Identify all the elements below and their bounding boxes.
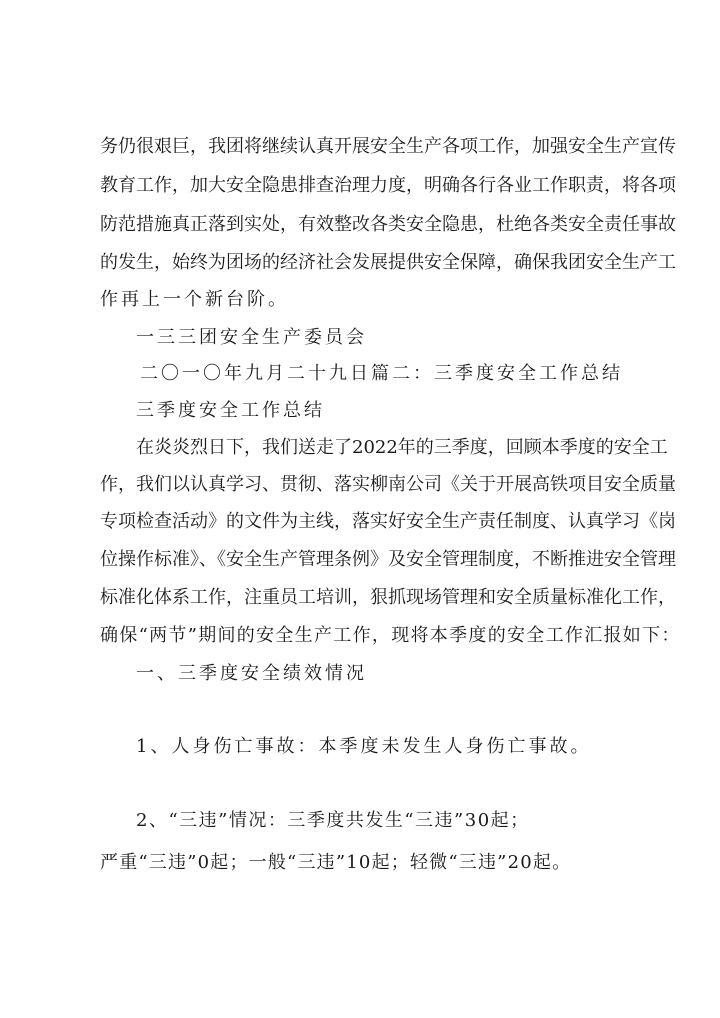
paragraph-line: 专项检查活动》的文件为主线，落实好安全生产责任制度、认真学习《岗 xyxy=(100,511,676,532)
list-item-detail: 严重“三违”0起；一般“三违”10起；轻微“三违”20起。 xyxy=(100,852,572,873)
date-and-title: 二〇一〇年九月二十九日篇二：三季度安全工作总结 xyxy=(140,363,623,384)
paragraph-line: 标准化体系工作，注重员工培训，狠抓现场管理和安全质量标准化工作， xyxy=(100,587,676,608)
paragraph-line: 在炎炎烈日下，我们送走了2022年的三季度，回顾本季度的安全工 xyxy=(136,437,668,458)
list-item: 1、人身伤亡事故：本季度未发生人身伤亡事故。 xyxy=(136,736,592,757)
paragraph-line: 教育工作，加大安全隐患排查治理力度，明确各行各业工作职责，将各项 xyxy=(100,175,676,196)
paragraph-line: 的发生，始终为团场的经济社会发展提供安全保障，确保我团安全生产工 xyxy=(100,252,676,273)
paragraph-line: 作再上一个新台阶。 xyxy=(100,289,289,310)
paragraph-line: 防范措施真正落到实处，有效整改各类安全隐患，杜绝各类安全责任事故 xyxy=(100,214,676,235)
paragraph-line: 位操作标准》、《安全生产管理条例》及安全管理制度，不断推进安全管理 xyxy=(100,549,676,570)
paragraph-line: 作，我们以认真学习、贯彻、落实柳南公司《关于开展高铁项目安全质量 xyxy=(100,474,676,495)
section-title: 三季度安全工作总结 xyxy=(136,400,325,421)
section-heading: 一、三季度安全绩效情况 xyxy=(136,663,367,684)
signature-org: 一三三团安全生产委员会 xyxy=(136,327,367,348)
paragraph-line: 确保“两节”期间的安全生产工作，现将本季度的安全工作汇报如下： xyxy=(100,625,681,646)
list-item: 2、“三违”情况：三季度共发生“三违”30起； xyxy=(136,810,530,831)
paragraph-line: 务仍很艰巨，我团将继续认真开展安全生产各项工作，加强安全生产宣传 xyxy=(100,136,676,157)
